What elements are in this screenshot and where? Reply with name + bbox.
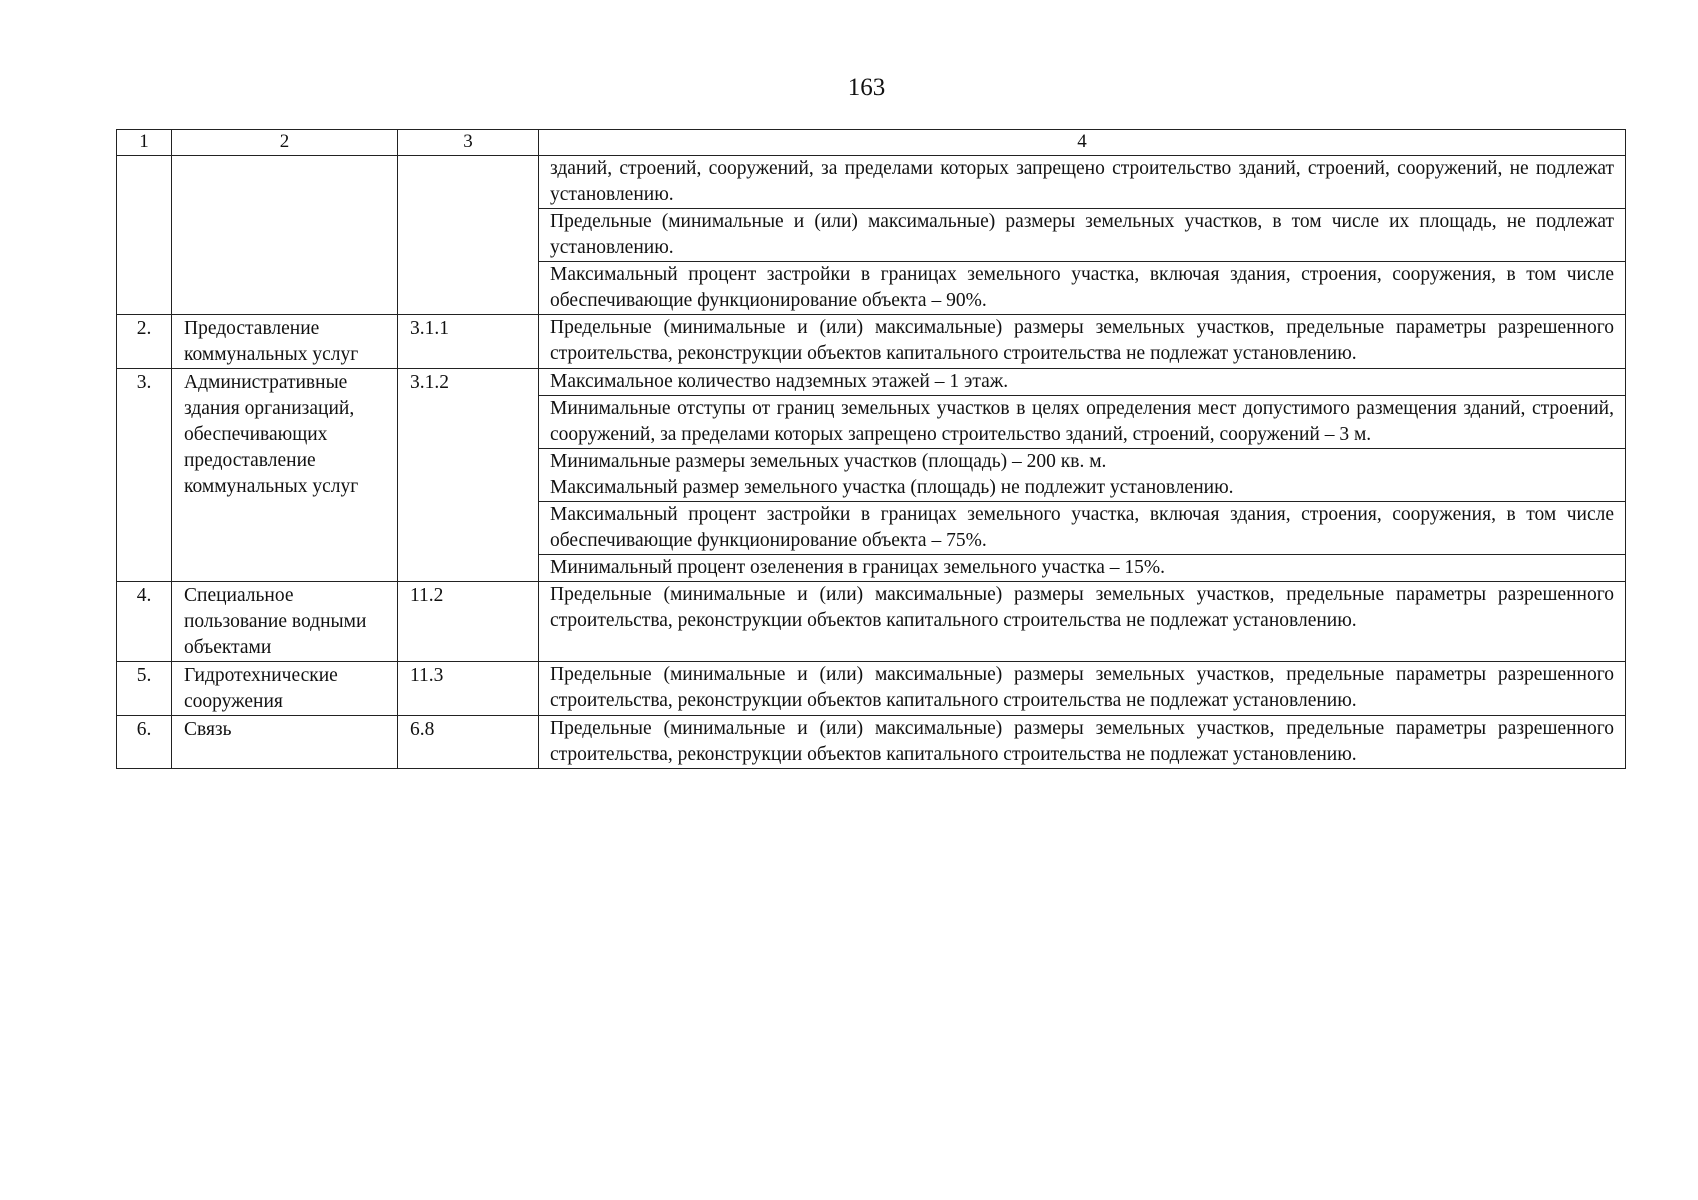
row-use-name: Связь — [172, 716, 398, 769]
page-number: 163 — [847, 74, 886, 101]
header-row — [117, 130, 1626, 156]
parameter-text: Минимальные размеры земельных участков (площадь) – 200 кв. м. — [550, 451, 1107, 472]
row-use-name: Специальное пользование водными объектами — [172, 582, 398, 662]
row-use-name: Административные здания организаций, обеспечивающих предоставление коммунальных услуг — [172, 369, 398, 582]
row-use-code — [398, 156, 539, 315]
table-row — [117, 156, 1626, 209]
parameter-text: Максимальный процент застройки в границах земельного участка, включая здания, строения, сооружения, в том числе обеспечивающие функционирование объекта – 90%. — [550, 264, 1614, 311]
row-parameter — [539, 369, 1626, 396]
row-parameter — [539, 315, 1626, 369]
row-parameter — [539, 502, 1626, 555]
parameter-text: Предельные (минимальные и (или) максимальные) размеры земельных участков, предельные параметры разрешенного строительства, реконструкции объектов капитального строительства не подлежат установлению. — [550, 584, 1614, 631]
row-number: 6. — [117, 716, 172, 769]
parameter-text: Минимальные отступы от границ земельных участков в целях определения мест допустимого размещения зданий, строений, сооружений, за пределами которых запрещено строительство зданий, строений, сооружений – 3 м. — [550, 398, 1614, 445]
parameters-table — [116, 129, 1626, 769]
row-parameter — [539, 262, 1626, 315]
row-parameter — [539, 662, 1626, 716]
row-use-code: 6.8 — [398, 716, 539, 769]
row-number: 4. — [117, 582, 172, 662]
header-cell-1: 1 — [117, 130, 172, 156]
row-use-code: 11.2 — [398, 582, 539, 662]
header-cell-4: 4 — [539, 130, 1626, 156]
row-use-name: Предоставление коммунальных услуг — [172, 315, 398, 369]
row-use-name — [172, 156, 398, 315]
parameter-text: Максимальный процент застройки в границах земельного участка, включая здания, строения, сооружения, в том числе обеспечивающие функционирование объекта – 75%. — [550, 504, 1614, 551]
parameter-text: Предельные (минимальные и (или) максимальные) размеры земельных участков, предельные параметры разрешенного строительства, реконструкции объектов капитального строительства не подлежат установлению. — [550, 317, 1614, 364]
parameter-text: Предельные (минимальные и (или) максимальные) размеры земельных участков, в том числе их площадь, не подлежат установлению. — [550, 211, 1614, 258]
parameter-text: Максимальный размер земельного участка (площадь) не подлежит установлению. — [550, 477, 1234, 498]
table-row — [117, 369, 1626, 396]
table-row — [117, 716, 1626, 769]
table-body — [117, 130, 1626, 769]
row-parameter — [539, 555, 1626, 582]
parameter-text: Максимальное количество надземных этажей – 1 этаж. — [550, 371, 1009, 392]
row-parameter — [539, 582, 1626, 662]
row-use-name: Гидротехнические сооружения — [172, 662, 398, 716]
row-number — [117, 156, 172, 315]
row-use-code: 11.3 — [398, 662, 539, 716]
parameter-text: Предельные (минимальные и (или) максимальные) размеры земельных участков, предельные параметры разрешенного строительства, реконструкции объектов капитального строительства не подлежат установлению. — [550, 664, 1614, 711]
row-parameter — [539, 716, 1626, 769]
row-parameter — [539, 449, 1626, 502]
row-use-code: 3.1.2 — [398, 369, 539, 582]
header-cell-3: 3 — [398, 130, 539, 156]
table-row — [117, 582, 1626, 662]
table-row — [117, 315, 1626, 369]
table-row — [117, 662, 1626, 716]
row-number: 3. — [117, 369, 172, 582]
row-number: 5. — [117, 662, 172, 716]
header-cell-2: 2 — [172, 130, 398, 156]
row-use-code: 3.1.1 — [398, 315, 539, 369]
row-parameter — [539, 209, 1626, 262]
row-parameter — [539, 396, 1626, 449]
row-parameter — [539, 156, 1626, 209]
parameter-text: Предельные (минимальные и (или) максимальные) размеры земельных участков, предельные параметры разрешенного строительства, реконструкции объектов капитального строительства не подлежат установлению. — [550, 718, 1614, 765]
parameter-text: зданий, строений, сооружений, за пределами которых запрещено строительство зданий, строений, сооружений, не подлежат установлению. — [550, 158, 1614, 205]
parameter-text: Минимальный процент озеленения в границах земельного участка – 15%. — [550, 557, 1166, 578]
row-number: 2. — [117, 315, 172, 369]
